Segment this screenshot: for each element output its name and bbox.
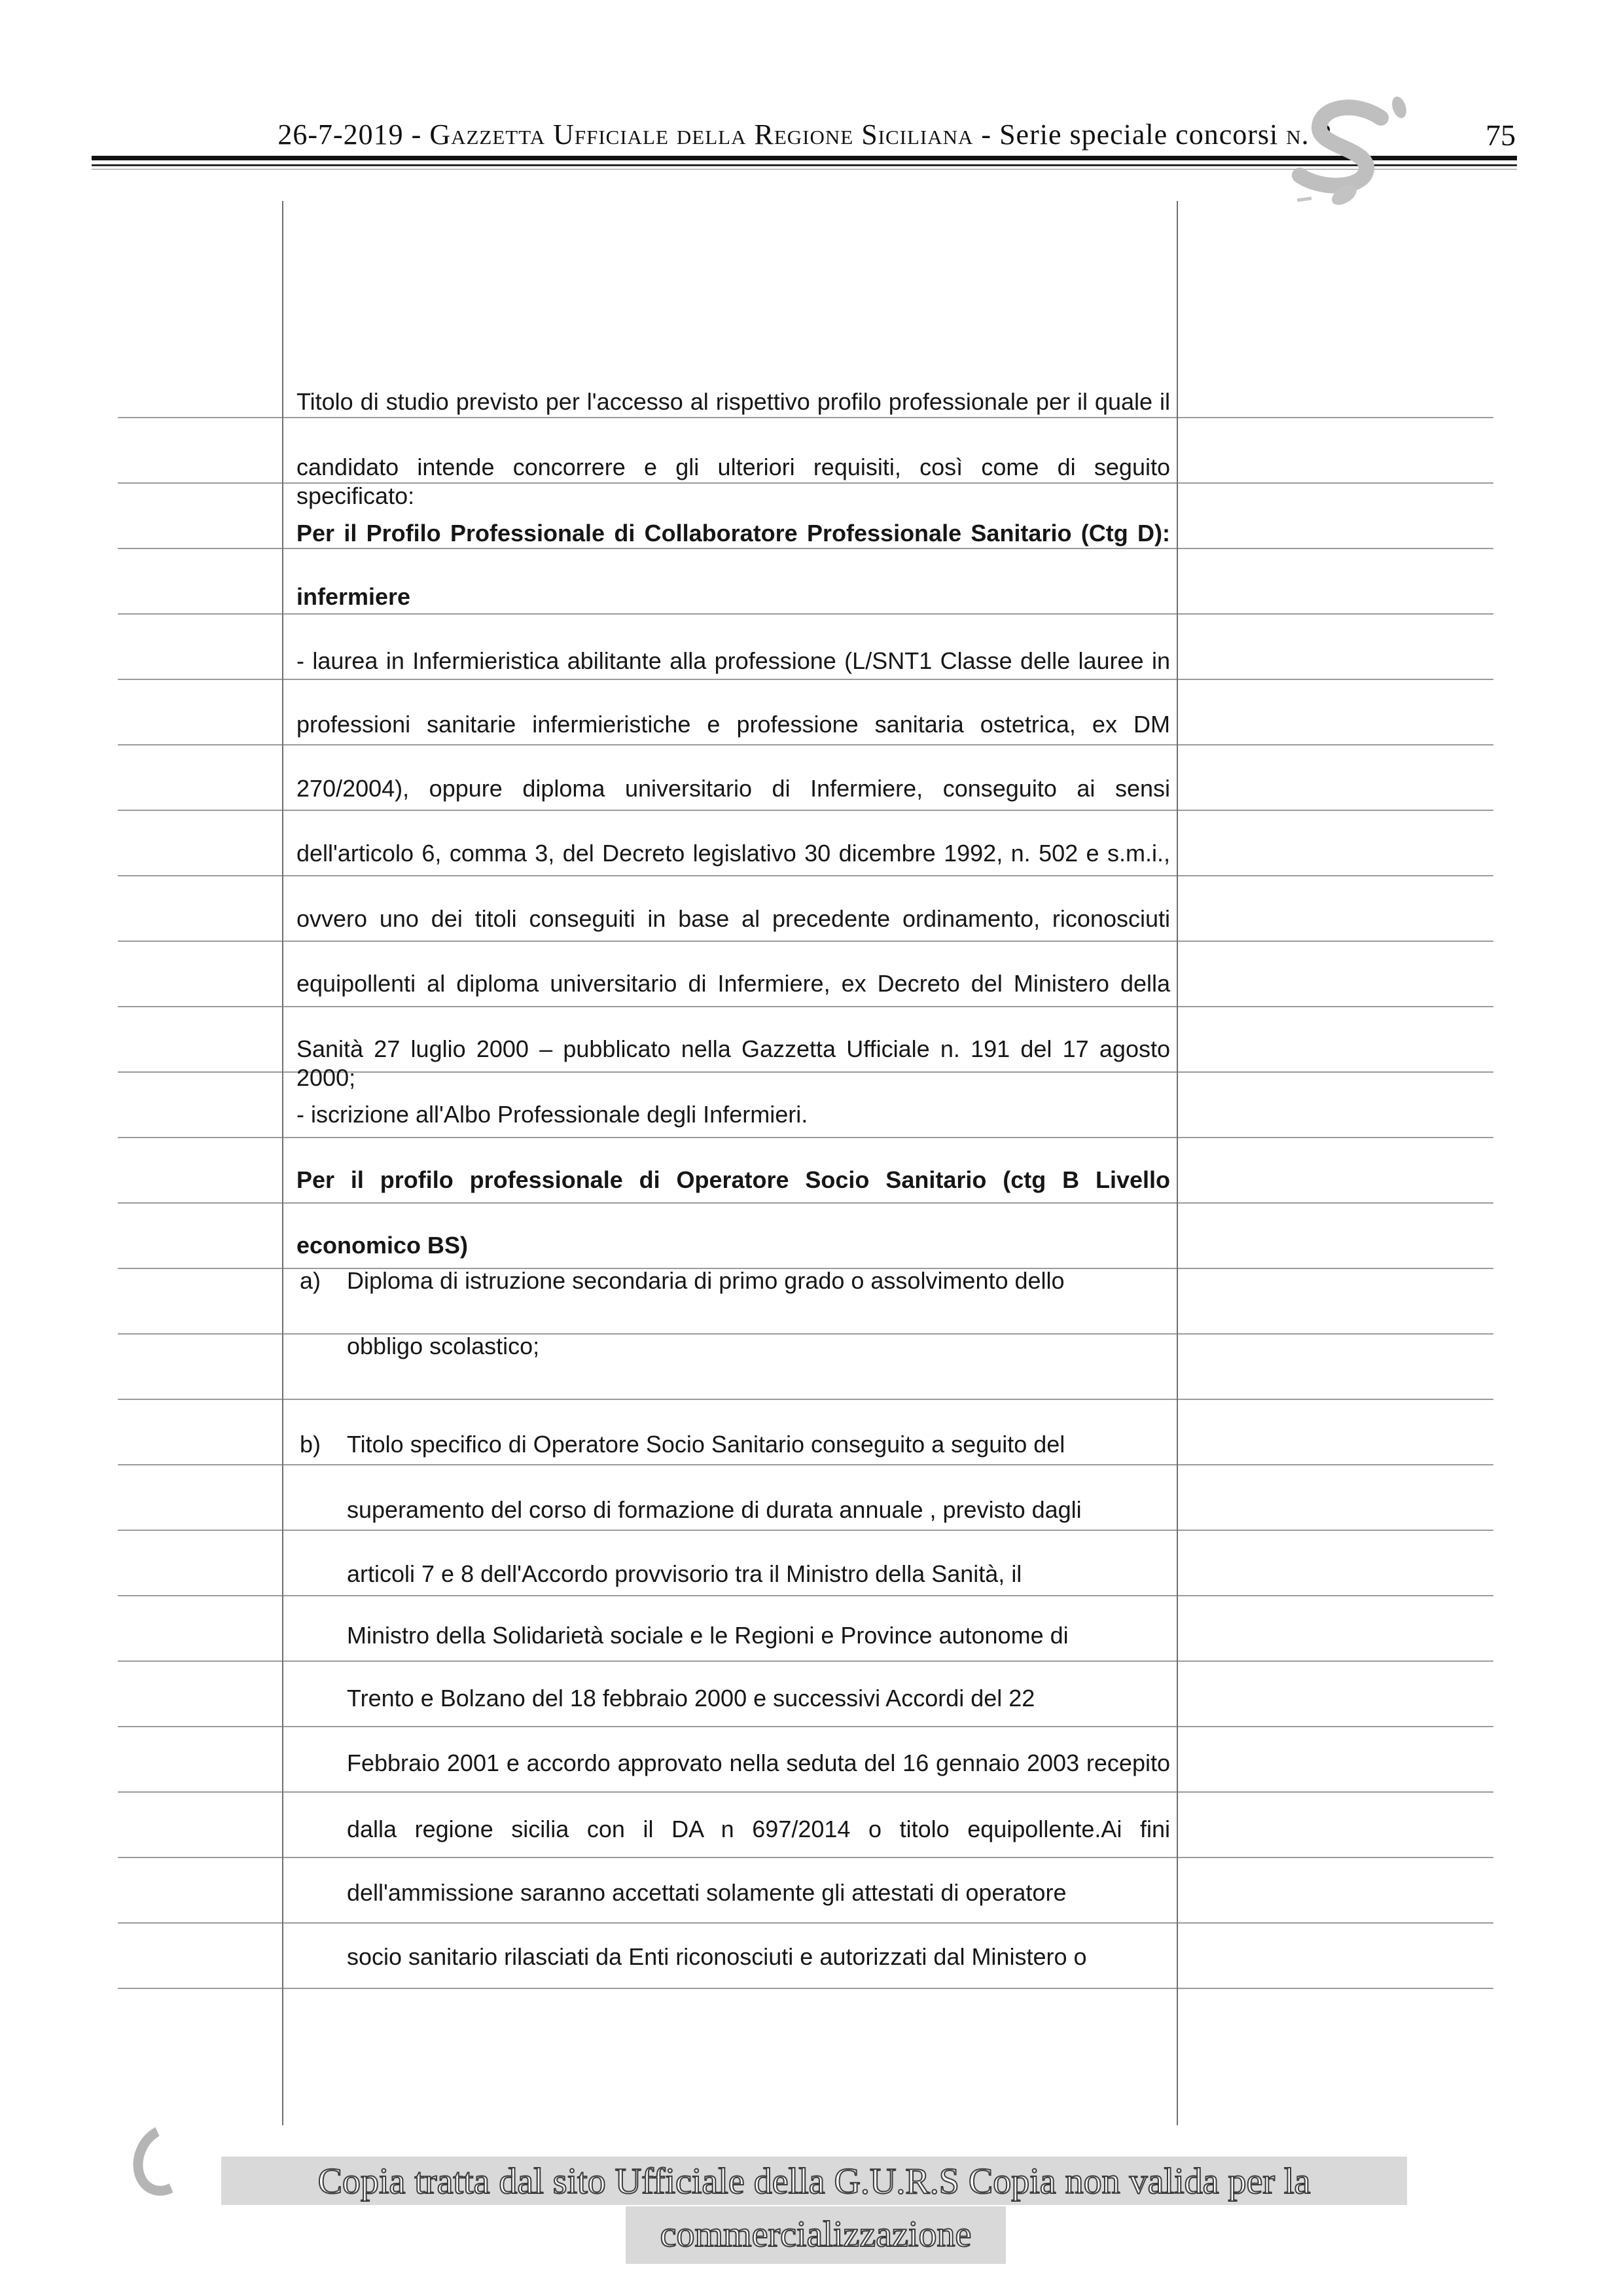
- header-gazette-title: Gazzetta Ufficiale della Regione Siciliana: [429, 118, 974, 151]
- ruled-line: [118, 1726, 1493, 1727]
- list-item: Titolo specifico di Operatore Socio Sanitario conseguito a seguito del: [347, 1431, 1065, 1458]
- ruled-line: [118, 1791, 1493, 1793]
- text-line: - iscrizione all'Albo Professionale degli Infermieri.: [296, 1101, 808, 1128]
- list-item: Trento e Bolzano del 18 febbraio 2000 e successivi Accordi del 22: [347, 1685, 1035, 1712]
- ruled-line: [118, 1137, 1493, 1138]
- list-item: dell'ammissione saranno accettati solamente gli attestati di operatore: [347, 1879, 1067, 1906]
- header-series: - Serie speciale concorsi: [973, 118, 1287, 151]
- list-item: Diploma di istruzione secondaria di primo grado o assolvimento dello: [347, 1267, 1065, 1294]
- ruled-line: [118, 679, 1493, 680]
- ruled-line: [118, 1006, 1493, 1007]
- header-date: 26-7-2019 -: [277, 118, 430, 151]
- text-line-heading: economico BS): [296, 1232, 469, 1259]
- table-border-right: [1177, 201, 1178, 2125]
- stamp-crescent-icon: [122, 2115, 205, 2205]
- header-issue-number: n. 8: [1286, 118, 1332, 151]
- text-line-heading: Per il Profilo Professionale di Collaboratore Professionale Sanitario (Ctg D):: [296, 520, 1170, 547]
- ruled-line: [118, 744, 1493, 745]
- ruled-line: [118, 1464, 1493, 1465]
- list-item: socio sanitario rilasciati da Enti riconosciuti e autorizzati dal Ministero o: [347, 1943, 1087, 1970]
- text-line: Sanità 27 luglio 2000 – pubblicato nella Gazzetta Ufficiale n. 191 del 17 agosto 2000;: [296, 1035, 1170, 1091]
- list-marker-b: b): [300, 1431, 321, 1458]
- text-line: equipollenti al diploma universitario di Infermiere, ex Decreto del Ministero della: [296, 970, 1170, 997]
- table-border-left: [282, 201, 283, 2125]
- text-line: professioni sanitarie infermieristiche e professione sanitaria ostetrica, ex DM: [296, 711, 1170, 738]
- text-line: - laurea in Infermieristica abilitante alla professione (L/SNT1 Classe delle lauree in: [296, 647, 1170, 674]
- watermark-signature-icon: [1283, 92, 1531, 223]
- text-line-heading: infermiere: [296, 583, 411, 610]
- ruled-line: [118, 1660, 1493, 1662]
- ruled-line: [118, 1399, 1493, 1400]
- text-line: 270/2004), oppure diploma universitario di Infermiere, conseguito ai sensi: [296, 775, 1170, 802]
- list-item: Ministro della Solidarietà sociale e le Regioni e Province autonome di: [347, 1622, 1069, 1649]
- ruled-line: [118, 1202, 1493, 1204]
- ruled-line: [118, 1595, 1493, 1596]
- footer-watermark-line2: commercializzazione: [626, 2206, 1006, 2264]
- list-item: Febbraio 2001 e accordo approvato nella seduta del 16 gennaio 2003 recepito: [347, 1749, 1170, 1776]
- text-line: dell'articolo 6, comma 3, del Decreto legislativo 30 dicembre 1992, n. 502 e s.m.i.,: [296, 840, 1170, 867]
- page-number: 75: [1486, 118, 1516, 152]
- ruled-line: [118, 548, 1493, 549]
- ruled-line: [118, 1922, 1493, 1924]
- ruled-line: [118, 613, 1493, 615]
- list-item: articoli 7 e 8 dell'Accordo provvisorio tra il Ministro della Sanità, il: [347, 1560, 1022, 1587]
- text-line-heading: Per il profilo professionale di Operatore Socio Sanitario (ctg B Livello: [296, 1166, 1170, 1193]
- ruled-line: [118, 417, 1493, 418]
- list-item: dalla regione sicilia con il DA n 697/2014 o titolo equipollente.Ai fini: [347, 1816, 1170, 1842]
- list-item: superamento del corso di formazione di durata annuale , previsto dagli: [347, 1496, 1082, 1523]
- footer-watermark-line1: Copia tratta dal sito Ufficiale della G.U.R.S Copia non valida per la: [221, 2157, 1407, 2205]
- ruled-line: [118, 1857, 1493, 1858]
- ruled-line: [118, 1530, 1493, 1531]
- text-line: Titolo di studio previsto per l'accesso al rispettivo profilo professionale per il quale il: [296, 388, 1170, 415]
- text-line: ovvero uno dei titoli conseguiti in base al precedente ordinamento, riconosciuti: [296, 905, 1170, 932]
- ruled-line: [118, 941, 1493, 942]
- ruled-line: [118, 810, 1493, 811]
- ruled-line: [118, 875, 1493, 876]
- ruled-line: [118, 1988, 1493, 1989]
- list-marker-a: a): [300, 1267, 321, 1294]
- text-line: candidato intende concorrere e gli ulteriori requisiti, così come di seguito specificato:: [296, 454, 1170, 509]
- list-item: obbligo scolastico;: [347, 1333, 540, 1359]
